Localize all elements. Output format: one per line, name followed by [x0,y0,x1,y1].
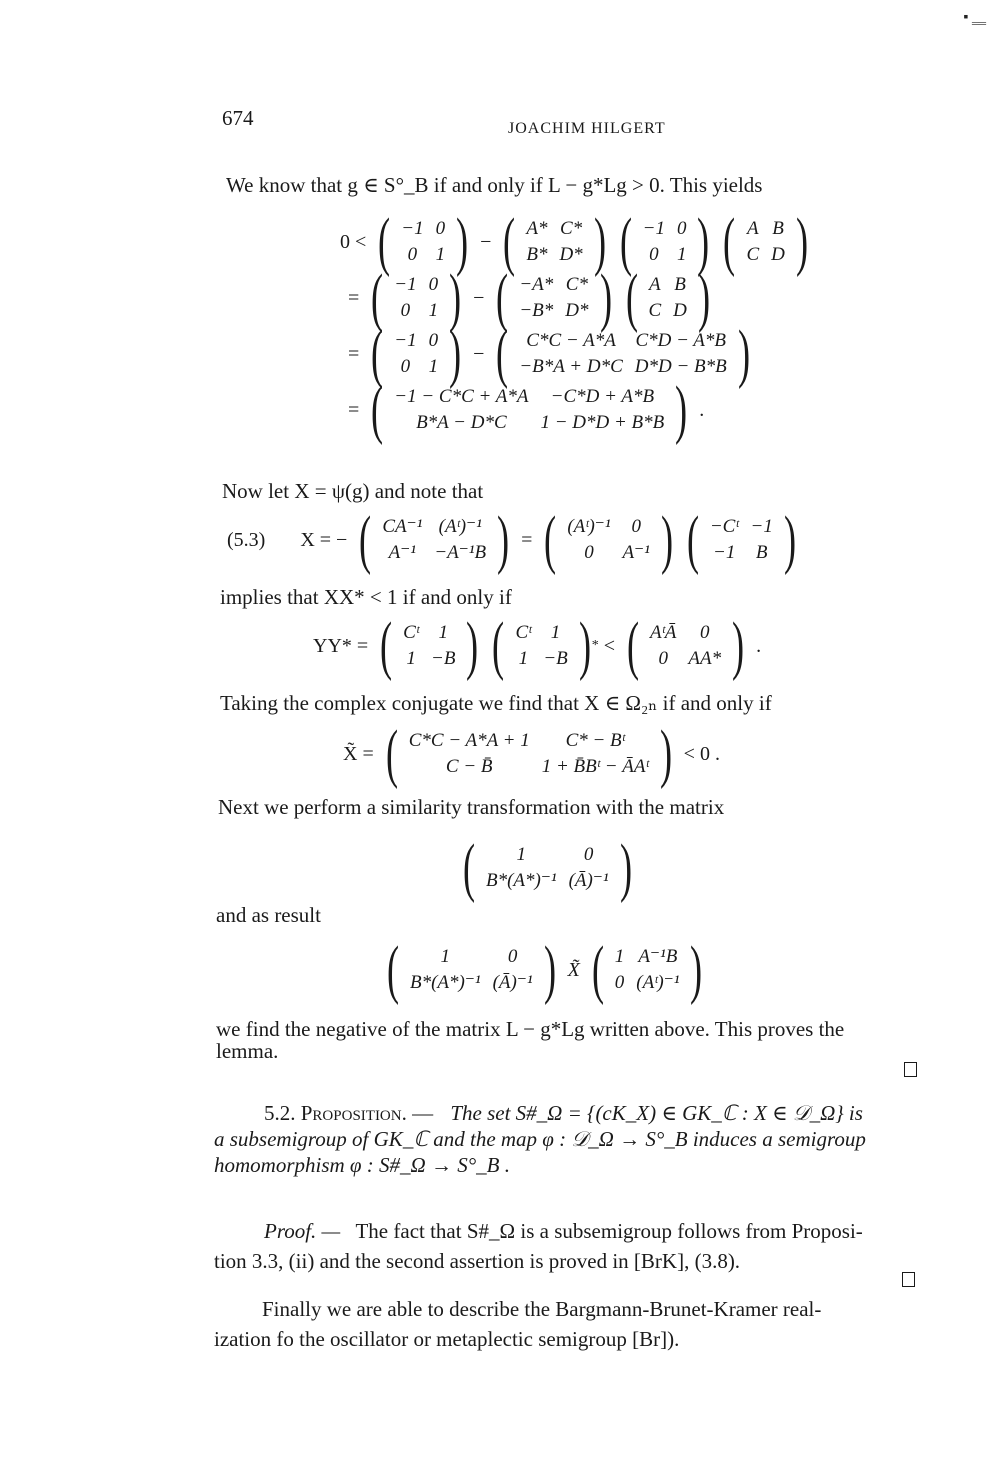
eq6-mid: X̃ [567,958,580,981]
matrix-cell: 0 [631,516,641,537]
eq3-suffix: . [756,634,762,657]
eq1-matrix-f [491,261,616,334]
matrix-cell: A⁻¹ [388,542,416,563]
matrix-cell: (Ā)⁻¹ [492,972,533,993]
matrix-cell: −1 [642,218,665,239]
matrix-cell: 1 [516,844,527,865]
matrix-cell: A [649,274,661,295]
matrix-cell: 0 [584,542,594,563]
left-paren: ( [385,717,398,790]
right-paren: ) [449,261,462,334]
eq6-matrix-a [382,933,561,1006]
eq1-matrix-j [366,373,692,446]
eq3-prefix: YY* = [313,634,369,657]
equation-5-3 [222,503,803,576]
final-paragraph-line-1: Finally we are able to describe the Bargmann-Brunet-Kramer real- [262,1297,822,1321]
proof-line-2: tion 3.3, (ii) and the second assertion is proved in [BrK], (3.8). [214,1249,741,1273]
matrix-cell: Cᵗ [403,622,420,643]
matrix-cell: AA* [688,648,722,669]
matrix-cell: B [674,274,686,295]
matrix-cell: CA⁻¹ [382,516,423,537]
eq2-matrix-b [539,503,678,576]
right-paren: ) [732,609,745,682]
paragraph-3: implies that XX* < 1 if and only if [220,585,512,609]
left-paren: ( [619,205,632,278]
eq1-line-3 [343,317,815,390]
left-paren: ( [496,317,509,390]
matrix-cell: B [755,542,768,563]
matrix-cell: B*A − D*C [416,412,507,433]
equals-sign: = [521,528,533,551]
matrix-cell: 1 [428,356,439,377]
matrix-cell: B*(A*)⁻¹ [409,972,481,993]
minus-sign: − [473,286,485,309]
matrix-cell: D*D − B*B [634,356,727,377]
right-paren: ) [497,503,510,576]
eq1-suffix: . [699,398,705,421]
eq4-suffix: < 0 . [683,742,720,765]
left-paren: ( [544,503,557,576]
matrix-cell: 1 [440,946,451,967]
matrix-cell: D [771,244,785,265]
matrix-cell: 0 [407,244,418,265]
matrix-cell: C − B̄ [445,756,493,777]
proposition-text-2: a subsemigroup of GK_ℂ and the map φ : 𝒟_Ω → S°_B induces a semigroup [214,1127,866,1151]
matrix-cell: 0 [435,218,446,239]
matrix-cell: B* [526,244,548,265]
matrix-cell: C* [565,274,588,295]
matrix-cell: 0 [658,648,668,669]
eq3-matrix-b [487,609,595,682]
proof-text-1: The fact that S#_Ω is a subsemigroup follows from Proposi- [355,1219,863,1243]
eq4-matrix-a [381,717,677,790]
left-paren: ( [378,205,391,278]
eq4-prefix: X̃ = [343,742,374,765]
matrix-cell: 1 [406,648,416,669]
matrix-cell: 1 [428,300,439,321]
matrix-cell: A⁻¹ [622,542,650,563]
matrix-cell: Cᵗ [515,622,532,643]
left-paren: ( [496,261,509,334]
matrix-cell: C [648,300,662,321]
right-paren: ) [795,205,808,278]
left-paren: ( [380,609,393,682]
matrix-cell: 0 [649,244,659,265]
matrix-cell: B*(A*)⁻¹ [485,870,557,891]
right-paren: ) [456,205,469,278]
paragraph-1: We know that g ∈ S°_B if and only if L − g*Lg > 0. This yields [226,173,763,197]
less-than-sign: < [603,634,616,657]
matrix-cell: −1 [713,542,736,563]
running-head-author: JOACHIM HILGERT [508,120,666,137]
eq1-line-4 [343,373,815,446]
matrix-cell: A [746,218,759,239]
matrix-cell: −1 [401,218,424,239]
left-paren: ( [462,831,476,904]
right-paren: ) [690,933,703,1006]
matrix-cell: C [746,244,760,265]
matrix-cell: 1 [518,648,529,669]
proposition-text-1: The set S#_Ω = {(cK_X) ∈ GK_ℂ : X ∈ 𝒟_Ω} is [450,1101,863,1125]
matrix-cell: −A⁻¹B [434,542,487,563]
conjugate-star: * [591,638,599,653]
eq1-matrix-d [718,205,812,278]
proof-line-1 [264,1218,863,1244]
matrix-cell: 1 [435,244,446,265]
paragraph-7-line-2: lemma. [216,1039,279,1063]
matrix-cell: A* [526,218,548,239]
matrix-cell: 0 [676,218,687,239]
matrix-cell: (Aᵗ)⁻¹ [567,516,611,537]
paragraph-7-line-1: we find the negative of the matrix L − g*Lg written above. This proves the [216,1017,845,1041]
matrix-cell: −1 − C*C + A*A [394,386,529,407]
eq6-matrix-b [587,933,708,1006]
matrix-cell: (Aᵗ)⁻¹ [438,516,482,537]
matrix-cell: (Aᵗ)⁻¹ [636,972,680,993]
eq1-matrix-b [498,205,610,278]
matrix-cell: 1 [438,622,448,643]
right-paren: ) [737,317,750,390]
matrix-cell: 0 [428,274,439,295]
right-paren: ) [466,609,479,682]
right-paren: ) [675,373,688,446]
minus-sign: − [473,342,485,365]
corner-mark: ▪ ‗‗ [963,10,986,25]
eq1-matrix-i [491,317,754,390]
eq1-line-1 [335,205,815,278]
matrix-cell: 0 [400,300,411,321]
proposition-line-1 [264,1100,863,1126]
matrix-cell: (Ā)⁻¹ [568,870,609,891]
matrix-cell: 0 [428,330,439,351]
matrix-cell: −Cᵗ [709,516,739,537]
matrix-cell: C*D − A*B [635,330,727,351]
matrix-cell: D [673,300,687,321]
matrix-cell: −A* [519,274,554,295]
right-paren: ) [697,205,710,278]
right-paren: ) [449,317,462,390]
final-paragraph-line-2: ization fo the oscillator or metaplectic semigroup [Br]). [214,1327,680,1351]
matrix-cell: 1 + B̄Bᵗ − ĀAᵗ [541,756,649,777]
minus-sign: − [480,230,492,253]
page-number: 674 [222,106,254,130]
equation-label: (5.3) [227,528,266,551]
left-paren: ( [503,205,516,278]
paragraph-4: Taking the complex conjugate we find that X ∈ Ω₂ₙ if and only if [220,691,772,715]
matrix-cell: 1 [550,622,561,643]
proposition-line-2 [214,1126,866,1152]
matrix-cell: −B [431,648,456,669]
qed-box-1 [904,1062,917,1082]
right-paren: ) [697,261,710,334]
left-paren: ( [371,373,384,446]
matrix-cell: C* [559,218,583,239]
matrix-cell: D* [559,244,583,265]
matrix-cell: −B [543,648,568,669]
left-paren: ( [723,205,736,278]
matrix-cell: C*C − A*A + 1 [408,730,530,751]
eq2-prefix: X = − [300,528,348,551]
eq1-matrix-g [621,261,715,334]
proposition-line-3 [214,1152,510,1178]
left-paren: ( [625,261,638,334]
paragraph-5: Next we perform a similarity transformation with the matrix [218,795,725,819]
right-paren: ) [593,205,606,278]
matrix-cell: AᵗĀ [650,622,677,643]
equation-3 [308,609,766,682]
qed-box-2 [902,1272,915,1292]
equation-6 [380,933,709,1006]
matrix-cell: 0 [614,972,625,993]
eq3-matrix-a [375,609,483,682]
proposition-text-3: homomorphism φ : S#_Ω → S°_B . [214,1153,510,1177]
matrix-cell: 1 − D*D + B*B [540,412,665,433]
matrix-cell: 0 [507,946,518,967]
paragraph-2: Now let X = ψ(g) and note that [222,479,484,503]
right-paren: ) [543,933,556,1006]
left-paren: ( [492,609,505,682]
right-paren: ) [783,503,796,576]
eq1-prefix-2: = [348,286,360,309]
eq1-prefix-3: = [348,342,360,365]
eq1-prefix-1: 0 < [340,230,367,253]
matrix-cell: 1 [676,244,687,265]
matrix-cell: −C*D + A*B [550,386,655,407]
left-paren: ( [686,503,699,576]
left-paren: ( [591,933,604,1006]
matrix-cell: −B* [519,300,554,321]
eq2-matrix-a [354,503,514,576]
matrix-cell: 0 [583,844,594,865]
matrix-cell: 0 [700,622,710,643]
matrix-cell: D* [565,300,589,321]
matrix-cell: B [772,218,784,239]
proposition-heading: 5.2. Proposition. — [264,1101,434,1125]
equation-4 [338,717,725,790]
left-paren: ( [359,503,372,576]
left-paren: ( [386,933,400,1006]
right-paren: ) [619,831,632,904]
paragraph-6: and as result [216,903,321,927]
equation-1 [335,205,815,446]
equation-5 [456,831,639,904]
left-paren: ( [371,317,384,390]
eq3-matrix-c [622,609,749,682]
proof-heading: Proof. — [264,1219,341,1243]
right-paren: ) [578,609,591,682]
matrix-cell: C* − Bᵗ [565,730,625,751]
matrix-cell: −1 [394,274,417,295]
right-paren: ) [659,717,672,790]
matrix-cell: A⁻¹B [638,946,678,967]
eq1-prefix-4: = [348,398,360,421]
right-paren: ) [599,261,612,334]
matrix-cell: −B*A + D*C [519,356,623,377]
matrix-cell: 1 [614,946,625,967]
eq2-matrix-c [682,503,801,576]
matrix-cell: −1 [750,516,773,537]
matrix-cell: 0 [400,356,411,377]
matrix-cell: C*C − A*A [526,330,616,351]
left-paren: ( [371,261,384,334]
right-paren: ) [660,503,673,576]
matrix-cell: −1 [394,330,417,351]
left-paren: ( [626,609,640,682]
eq5-matrix-a [458,831,637,904]
